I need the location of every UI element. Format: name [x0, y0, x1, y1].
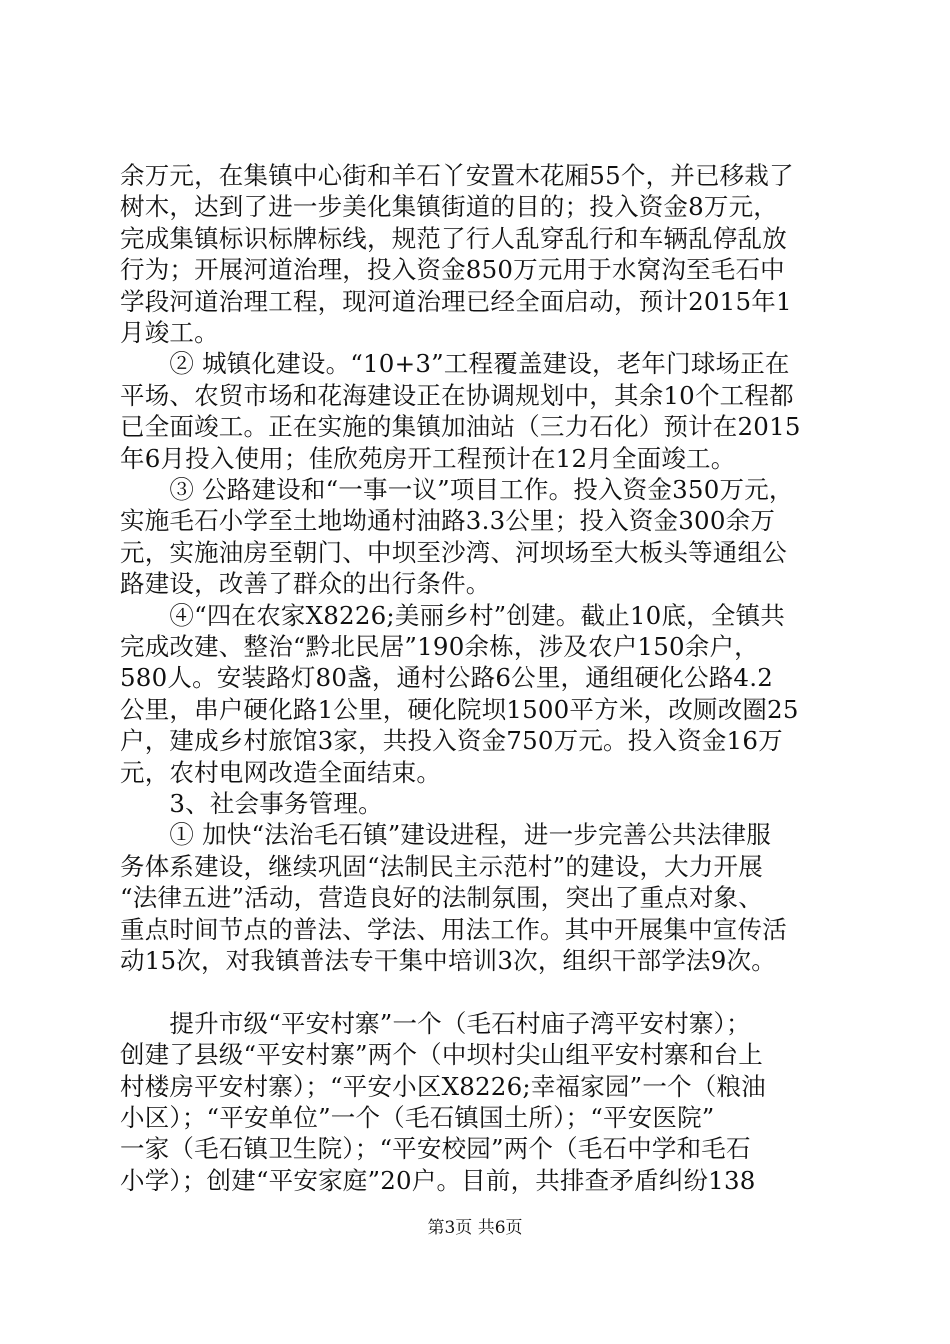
page-footer: 第3页 共6页	[427, 1218, 523, 1239]
text-line: 重点时间节点的普法、学法、用法工作。其中开展集中宣传活	[120, 914, 787, 944]
text-line: 元，农村电网改造全面结束。	[120, 757, 442, 787]
text-line: 小学）；创建“平安家庭”20户。目前，共排查矛盾纠纷138	[120, 1165, 756, 1195]
text-line: 实施毛石小学至土地坳通村油路3.3公里；投入资金300余万	[120, 506, 776, 536]
text-line: ④“四在农家X8226;美丽乡村”创建。截止10底，全镇共	[120, 600, 785, 630]
text-line: 小区）；“平安单位”一个（毛石镇国土所）；“平安医院”	[120, 1103, 715, 1132]
text-line: ② 城镇化建设。“10+3”工程覆盖建设，老年门球场正在	[120, 349, 790, 379]
text-line: 务体系建设，继续巩固“法制民主示范村”的建设，大力开展	[120, 851, 763, 881]
text-line: 户，建成乡村旅馆3家，共投入资金750万元。投入资金16万	[120, 726, 783, 756]
text-line: 余万元，在集镇中心街和羊石丫安置木花厢55个，并已移栽了	[120, 161, 794, 190]
text-line: 提升市级“平安村寨”一个（毛石村庙子湾平安村寨）；	[120, 1008, 751, 1038]
text-line: 完成集镇标识标牌标线，规范了行人乱穿乱行和车辆乱停乱放	[120, 223, 787, 253]
text-line: 已全面竣工。正在实施的集镇加油站（三力石化）预计在2015	[120, 412, 801, 442]
text-line: ① 加快“法治毛石镇”建设进程，进一步完善公共法律服	[120, 820, 771, 850]
text-line: 动15次，对我镇普法专干集中培训3次，组织干部学法9次。	[120, 946, 776, 975]
text-line: “法律五进”活动，营造良好的法制氛围，突出了重点对象、	[120, 883, 763, 913]
text-line: 树木，达到了进一步美化集镇街道的目的；投入资金8万元，	[120, 192, 778, 222]
text-line: 村楼房平安村寨）；“平安小区X8226;幸福家园”一个（粮油	[120, 1071, 766, 1101]
text-line: 580人。安装路灯80盏，通村公路6公里，通组硬化公路4.2	[120, 663, 773, 693]
text-line: 一家（毛石镇卫生院）；“平安校园”两个（毛石中学和毛石	[120, 1134, 751, 1164]
text-line: 学段河道治理工程，现河道治理已经全面启动，预计2015年1	[120, 286, 792, 316]
text-line: ③ 公路建设和“一事一议”项目工作。投入资金350万元，	[120, 475, 794, 504]
text-line: 元，实施油房至朝门、中坝至沙湾、河坝场至大板头等通组公	[120, 537, 787, 567]
text-line: 月竣工。	[120, 318, 219, 347]
text-line: 创建了县级“平安村寨”两个（中坝村尖山组平安村寨和台上	[120, 1040, 763, 1070]
text-line: 行为；开展河道治理，投入资金850万元用于水窝沟至毛石中	[120, 255, 785, 285]
text-line: 公里，串户硬化路1公里，硬化院坝1500平方米，改厕改圈25	[120, 694, 799, 724]
text-line: 平场、农贸市场和花海建设正在协调规划中，其余10个工程都	[120, 380, 794, 410]
text-line: 年6月投入使用；佳欣苑房开工程预计在12月全面竣工。	[120, 443, 736, 473]
text-line: 3、社会事务管理。	[120, 789, 383, 818]
text-line: 路建设，改善了群众的出行条件。	[120, 569, 491, 599]
text-line: 完成改建、整治“黔北民居”190余栋，涉及农户150余户，	[120, 632, 759, 661]
